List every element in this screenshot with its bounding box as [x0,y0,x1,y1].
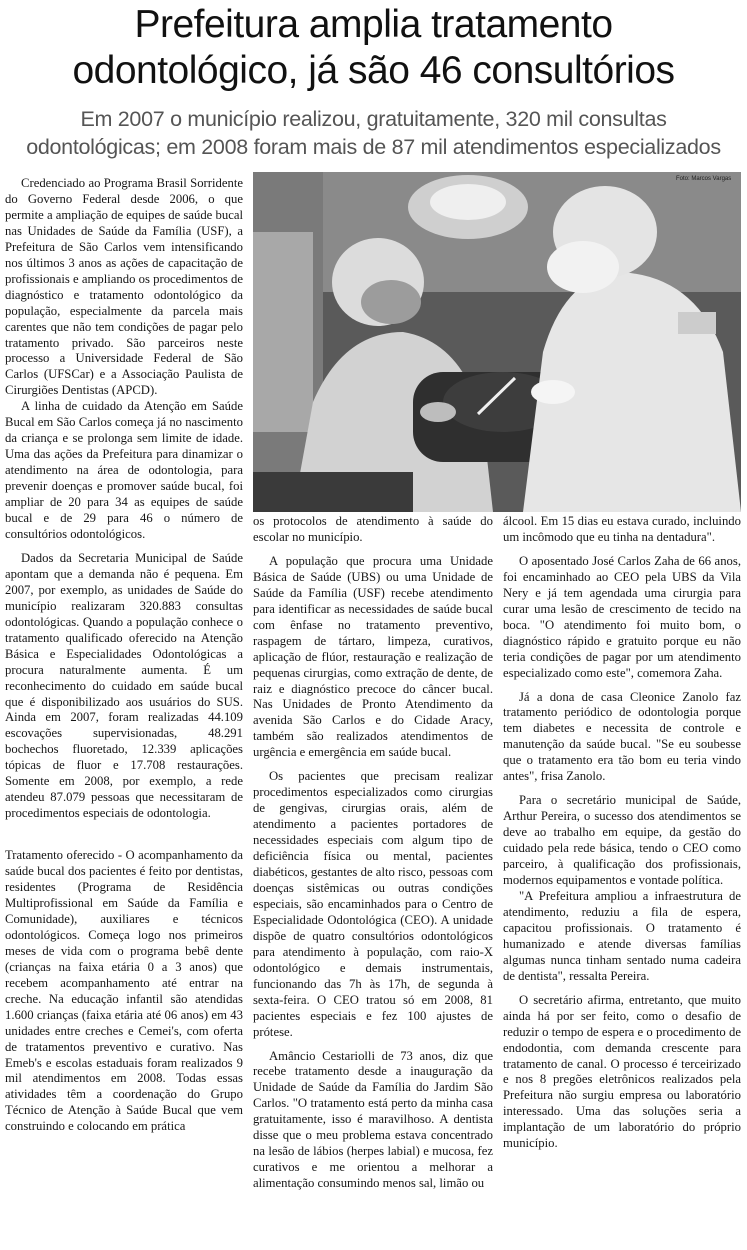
paragraph: "A Prefeitura ampliou a infraestrutura de atendimento, reduziu a fila de espera, capacitou profissionais. O tratamento é humanizado e atende diversas famílias algumas nunca tinham sentado numa cadeira de dentista", ressalta Pereira. [503,888,741,983]
dental-surgery-photo [253,172,741,512]
photo-credit: Foto: Marcos Vargas [676,176,732,182]
paragraph: Amâncio Cestariolli de 73 anos, diz que recebe tratamento desde a inauguração da Unidade de Saúde da Família do Jardim São Carlos. "O tratamento está perto da minha casa gratuitamente, isso é maravilhoso. A dentista disse que o meu problema estava concentrado na lesão de lábios (herpes labial) e mucosa, fez curativos e me orientou a melhorar a alimentação consumindo menos sal, limão ou [253,1048,493,1191]
headline-line-2: odontológico, já são 46 consultórios [72,49,675,92]
paragraph: A linha de cuidado da Atenção em Saúde Bucal em São Carlos começa já no nascimento da criança e se prolonga sem limite de idade. Uma das ações da Prefeitura para dinamizar o atendimento na área de odontologia, para prevenir doenças e promover saúde bucal, foi ampliar de 20 para 34 as equipes de saúde bucal e de 29 para 46 o número de consultórios odontológicos. [5,399,243,541]
paragraph: os protocolos de atendimento à saúde do escolar no município. [253,514,493,544]
headline [0,2,747,94]
headline-line-1: Prefeitura amplia tratamento [134,3,613,46]
article-column-1 [5,176,243,1135]
paragraph: Já a dona de casa Cleonice Zanolo faz tratamento periódico de odontologia porque tem diabetes e necessita de controle e manutenção da saúde bucal. "Se eu soubesse que o tratamento era tão bom eu teria vindo antes", frisa Zanolo. [503,689,741,784]
paragraph: O aposentado José Carlos Zaha de 66 anos, foi encaminhado ao CEO pela UBS da Vila Nery e já tem agendada uma cirurgia para curar uma lesão de crescimento de tecido na boca. "O atendimento foi muito bom, o diagnóstico rápido e gratuito porque eu não teria condições de pagar por um atendimento especializado como este", comemora Zaha. [503,553,741,680]
paragraph: Credenciado ao Programa Brasil Sorridente do Governo Federal desde 2006, o que permite a ampliação de equipes de saúde bucal nas Unidades de Saúde da Família (USF), a Prefeitura de São Carlos vem intensificando nos últimos 3 anos as ações de capacitação de profissionais e ampliando os procedimentos de diagnóstico e tratamento odontológico da população, especialmente da parcela mais carentes que não tem condições de pagar pelo tratamento privado. São parceiros neste processo a Universidade Federal de São Carlos (UFSCar) e a Associação Paulista de Cirurgiões Dentistas (APCD). [5,176,243,398]
article-column-2 [253,514,493,1192]
paragraph: Os pacientes que precisam realizar procedimentos especializados como cirurgias de gengivas, cirurgias orais, além de atendimento a pacientes portadores de necessidades especiais com algum tipo de deficiência física ou mental, pacientes diabéticos, gestantes de alto risco, pessoas com doenças sistêmicas ou outras condições especiais, são encaminhados para o Centro de Especialidade Odontológica (CEO). A unidade dispõe de quatro consultórios odontológicos para atendimento à população, com raio-X odontológico e demais instrumentais, funcionando das 7h às 17h, de segunda à sexta-feira. O CEO tratou só em 2008, 81 pacientes especiais e fez 100 ajustes de prótese. [253,769,493,1039]
article-column-3 [503,514,741,1152]
paragraph: Para o secretário municipal de Saúde, Arthur Pereira, o sucesso dos atendimentos se deve ao trabalho em equipe, da gestão do cuidado pela rede básica, tendo o CEO como parceiro, à qualificação dos profissionais, modernos equipamentos e vontade política. [503,793,741,888]
paragraph: O secretário afirma, entretanto, que muito ainda há por ser feito, como o desafio de reduzir o tempo de espera e o procedimento de endodontia, com demanda crescente para tratamento de canal. O processo é terceirizado e nos 8 pregões eletrônicos realizados pela Prefeitura não surgiu empresa ou laboratório interessado. Uma das soluções seria a implantação de um laboratório do próprio município. [503,992,741,1151]
subheadline [0,105,747,161]
paragraph: Tratamento oferecido - O acompanhamento da saúde bucal dos pacientes é feito por dentistas, residentes (Programa de Residência Multiprofissional em Saúde da Família e Comunidade), auxiliares e técnicos odontológicos. Começa logo nos primeiros meses de vida com o programa bebê dente (crianças na faixa etária 0 a 3 anos) que recebem acompanhamento até entrar na creche. Na educação infantil são atendidas 1.600 crianças (faixa etária até 06 anos) em 43 unidades entre creches e Cemei's, com oferta de tratamentos preventivo e curativo. Nas Emeb's e escolas estaduais foram realizados 9 mil atendimentos em 2008. Todas essas atividades têm a coordenação do Grupo Técnico de Atenção à Saúde Bucal que vem construindo e colocando em prática [5,848,243,1134]
paragraph: A população que procura uma Unidade Básica de Saúde (UBS) ou uma Unidade de Saúde da Família (USF) recebe atendimento para identificar as necessidades de saúde bucal com ênfase no tratamento preventivo, raspagem de tártaro, limpeza, curativos, aplicação de flúor, restauração e realização de pequenas cirurgias, como extração de dente, de raiz e diagnóstico precoce do câncer bucal. Nas Unidades de Pronto Atendimento da avenida São Carlos e do Cidade Aracy, também são realizados atendimentos de urgência e emergência em saúde bucal. [253,553,493,760]
paragraph: álcool. Em 15 dias eu estava curado, incluindo um incômodo que eu tinha na dentadura". [503,514,741,544]
subheadline-line-1: Em 2007 o município realizou, gratuitamente, 320 mil consultas [80,107,667,131]
photo-illustration [253,172,741,512]
paragraph: Dados da Secretaria Municipal de Saúde apontam que a demanda não é pequena. Em 2007, por exemplo, as unidades de Saúde do município realizaram 320.883 consultas odontológicas. Quando a população conhece o tratamento qualificado oferecido na Atenção Básica e Especialidades Odontológicas a procura naturalmente aumenta. É um reconhecimento do cuidado em saúde bucal que é disponibilizado aos usuários do SUS. Ainda em 2007, foram realizadas 44.109 escovações supervisionadas, 48.291 bochechos fluoretado, 12.339 aplicações tópicas de fluor e 17.708 restaurações. Somente em 2008, por exemplo, a rede atendeu 87.079 pessoas que necessitaram de procedimentos especiais de odontologia. [5,550,243,821]
subheadline-line-2: odontológicas; em 2008 foram mais de 87 mil atendimentos especializados [26,135,721,159]
